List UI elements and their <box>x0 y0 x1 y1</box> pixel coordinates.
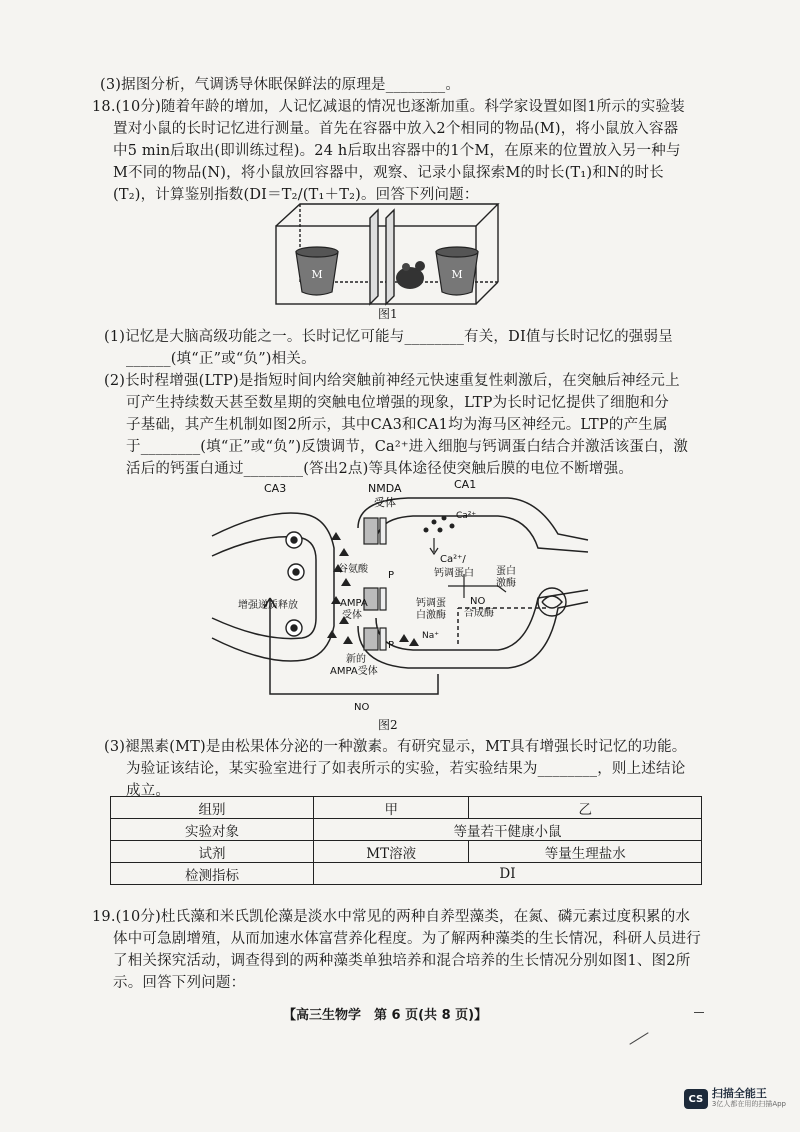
q18-2-line-5: 活后的钙蛋白通过________(答出2点)等具体途径使突触后膜的电位不断增强。 <box>126 461 634 477</box>
table-cell: DI <box>314 863 702 885</box>
pen-mark <box>629 1032 648 1045</box>
page-footer: 【高三生物学 第 6 页(共 8 页)】 <box>283 1008 488 1023</box>
q18-2-line-3: 子基础，其产生机制如图2所示，其中CA3和CA1均为海马区神经元。LTP的产生属 <box>126 417 668 433</box>
q18-1-line-2: ______(填“正”或“负”)相关。 <box>126 351 316 367</box>
table-cell: 等量若干健康小鼠 <box>314 819 702 841</box>
label-new-ampa-1: 新的 <box>346 654 366 665</box>
q18-intro-line-1: 18.(10分)随着年龄的增加，人记忆减退的情况也逐渐加重。科学家设置如图1所示的实验装 <box>92 99 685 115</box>
table-row <box>111 841 702 863</box>
q19-line-2: 体中可急剧增殖，从而加速水体富营养化程度。为了解两种藻类的生长情况，科研人员进行 <box>113 931 701 947</box>
label-nos-2: 合成酶 <box>464 608 494 619</box>
divider <box>694 1012 704 1013</box>
label-camk-1: 钙调蛋 <box>416 598 446 609</box>
scanner-tagline: 3亿人都在用的扫描App <box>711 1100 786 1108</box>
experiment-table <box>110 796 702 885</box>
q19-line-3: 了相关探究活动，调查得到的两种藻类单独培养和混合培养的生长情况分别如图1、图2所 <box>113 953 691 969</box>
q18-intro-line-4: M不同的物品(N)，将小鼠放回容器中，观察、记录小鼠探索M的时长(T₁)和N的时长 <box>113 165 664 181</box>
label-protein-kinase-1: 蛋白 <box>496 566 516 577</box>
table-cell: 等量生理盐水 <box>469 841 702 863</box>
table-row <box>111 797 702 819</box>
table-row <box>111 863 702 885</box>
q17-3-line: (3)据图分析，气调诱导休眠保鲜法的原理是________。 <box>100 77 461 93</box>
label-ca-ion: Ca²⁺ <box>456 511 477 521</box>
label-nos-1: NO <box>470 596 486 607</box>
label-protein-kinase-2: 激酶 <box>496 578 516 589</box>
table-header-yi: 乙 <box>469 797 702 819</box>
label-ca1: CA1 <box>454 478 477 491</box>
label-p-2: P <box>388 640 395 651</box>
label-ca3: CA3 <box>264 482 287 495</box>
figure-2-synapse-diagram <box>208 478 598 718</box>
table-cell: 实验对象 <box>111 819 314 841</box>
q18-3-line-1: (3)褪黑素(MT)是由松果体分泌的一种激素。有研究显示，MT具有增强长时记忆的功能。 <box>104 739 687 755</box>
scanner-watermark <box>684 1088 786 1110</box>
label-enhanced-release: 增强递质释放 <box>238 600 298 611</box>
label-glutamate: 谷氨酸 <box>338 564 368 575</box>
q18-intro-line-3: 中5 min后取出(即训练过程)。24 h后取出容器中的1个M，在原来的位置放入另一种与 <box>113 143 681 159</box>
label-ca-cam: Ca²⁺/ <box>440 554 466 565</box>
figure-1-apparatus <box>270 200 502 310</box>
figure-1-caption: 图1 <box>378 307 398 321</box>
label-p-1: P <box>388 570 395 581</box>
q18-1-line-1: (1)记忆是大脑高级功能之一。长时记忆可能与________有关，DI值与长时记忆的强弱呈 <box>104 329 673 345</box>
figure-2-caption: 图2 <box>378 718 398 732</box>
q18-2-line-2: 可产生持续数天甚至数星期的突触电位增强的现象，LTP为长时记忆提供了细胞和分 <box>126 395 669 411</box>
label-nmda-receptor: 受体 <box>374 496 396 509</box>
label-new-ampa-2: AMPA受体 <box>330 666 378 677</box>
label-nmda: NMDA <box>368 482 402 495</box>
q18-intro-line-2: 置对小鼠的长时记忆进行测量。首先在容器中放入2个相同的物品(M)，将小鼠放入容器 <box>113 121 679 137</box>
scanner-name: 扫描全能王 <box>711 1087 767 1100</box>
label-ampa-receptor: 受体 <box>342 610 362 621</box>
q18-3-line-3: 成立。 <box>126 783 171 799</box>
table-cell: 检测指标 <box>111 863 314 885</box>
q18-2-line-4: 于________(填“正”或“负”)反馈调节，Ca²⁺进入细胞与钙调蛋白结合并激活该蛋白，激 <box>126 439 689 455</box>
q19-line-1: 19.(10分)杜氏藻和米氏凯伦藻是淡水中常见的两种自养型藻类，在氮、磷元素过度积累的水 <box>92 909 691 925</box>
label-camk-2: 白激酶 <box>416 610 446 621</box>
table-cell: MT溶液 <box>314 841 469 863</box>
table-cell: 试剂 <box>111 841 314 863</box>
camscanner-logo-icon: CS <box>684 1089 708 1109</box>
item-m-left: M <box>311 268 323 281</box>
table-header-group: 组别 <box>111 797 314 819</box>
q18-2-line-1: (2)长时程增强(LTP)是指短时间内给突触前神经元快速重复性刺激后，在突触后神经元上 <box>104 373 680 389</box>
q18-intro-line-5: (T₂)，计算鉴别指数(DI＝T₂/(T₁＋T₂)。回答下列问题： <box>113 187 479 203</box>
item-m-right: M <box>451 268 463 281</box>
table-row <box>111 819 702 841</box>
mouse-icon <box>396 261 425 289</box>
label-calmodulin: 钙调蛋白 <box>434 568 474 579</box>
q18-3-line-2: 为验证该结论，某实验室进行了如表所示的实验，若实验结果为________，则上述结论 <box>126 761 686 777</box>
label-no-bottom: NO <box>354 702 370 713</box>
table-header-jia: 甲 <box>314 797 469 819</box>
label-ampa: AMPA <box>340 598 368 609</box>
q19-line-4: 示。回答下列问题： <box>113 975 246 991</box>
label-na-ion: Na⁺ <box>422 631 439 641</box>
